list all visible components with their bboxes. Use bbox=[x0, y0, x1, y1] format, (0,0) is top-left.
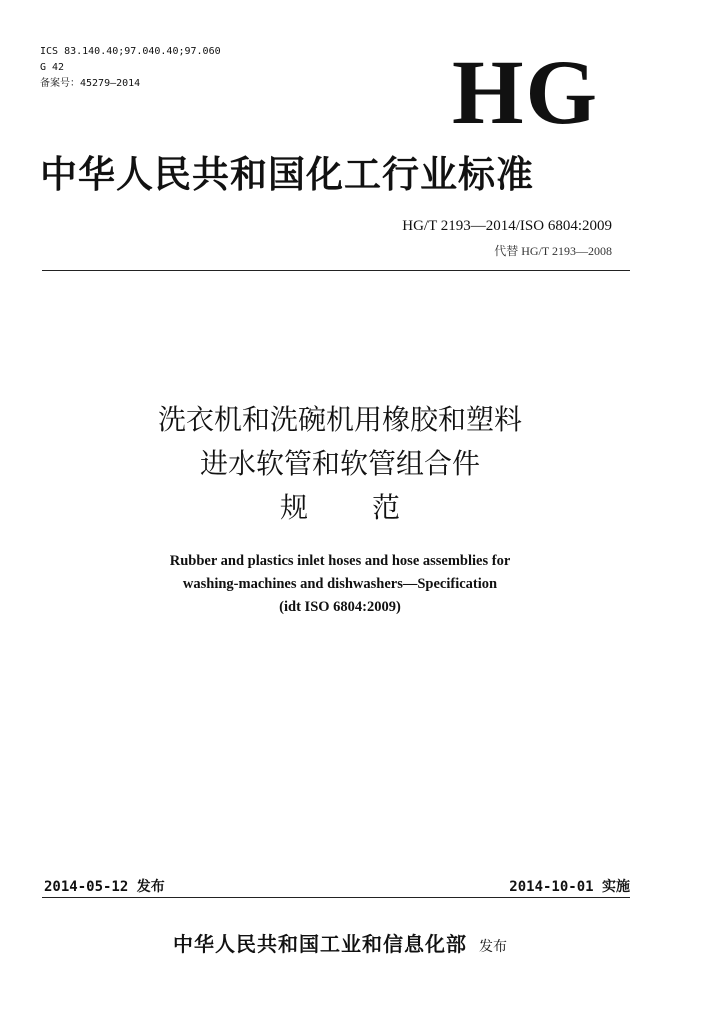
standard-number: HG/T 2193—2014/ISO 6804:2009 bbox=[402, 218, 612, 234]
bottom-divider bbox=[42, 897, 630, 898]
title-en-line1: Rubber and plastics inlet hoses and hose assemblies for bbox=[169, 553, 511, 569]
top-divider bbox=[42, 270, 630, 271]
title-cn-line2: 进水软管和软管组合件 bbox=[199, 447, 480, 480]
standard-type-heading: 中华人民共和国化工行业标准 bbox=[40, 152, 534, 196]
title-en-line3: (idt ISO 6804:2009) bbox=[279, 599, 401, 615]
hg-logo: HG bbox=[452, 41, 600, 143]
publisher bbox=[0, 928, 680, 957]
ccs-code: G 42 bbox=[40, 62, 65, 73]
title-en-line2: washing-machines and dishwashers—Specification bbox=[182, 576, 498, 592]
publisher-action: 发布 bbox=[479, 939, 507, 955]
title-cn-line3-text: 规范 bbox=[279, 491, 464, 524]
ics-code: ICS 83.140.40;97.040.40;97.060 bbox=[40, 46, 221, 57]
classification-block bbox=[40, 44, 221, 92]
title-cn-line1: 洗衣机和洗碗机用橡胶和塑料 bbox=[157, 403, 522, 436]
title-cn-line3 bbox=[0, 486, 680, 530]
record-number: 备案号：45279—2014 bbox=[40, 78, 141, 89]
issue-date: 2014-05-12 发布 bbox=[44, 879, 165, 895]
implementation-date: 2014-10-01 实施 bbox=[509, 879, 630, 895]
replaces-note: 代替 HG/T 2193—2008 bbox=[494, 244, 612, 258]
publisher-organization: 中华人民共和国工业和信息化部 bbox=[173, 932, 467, 956]
